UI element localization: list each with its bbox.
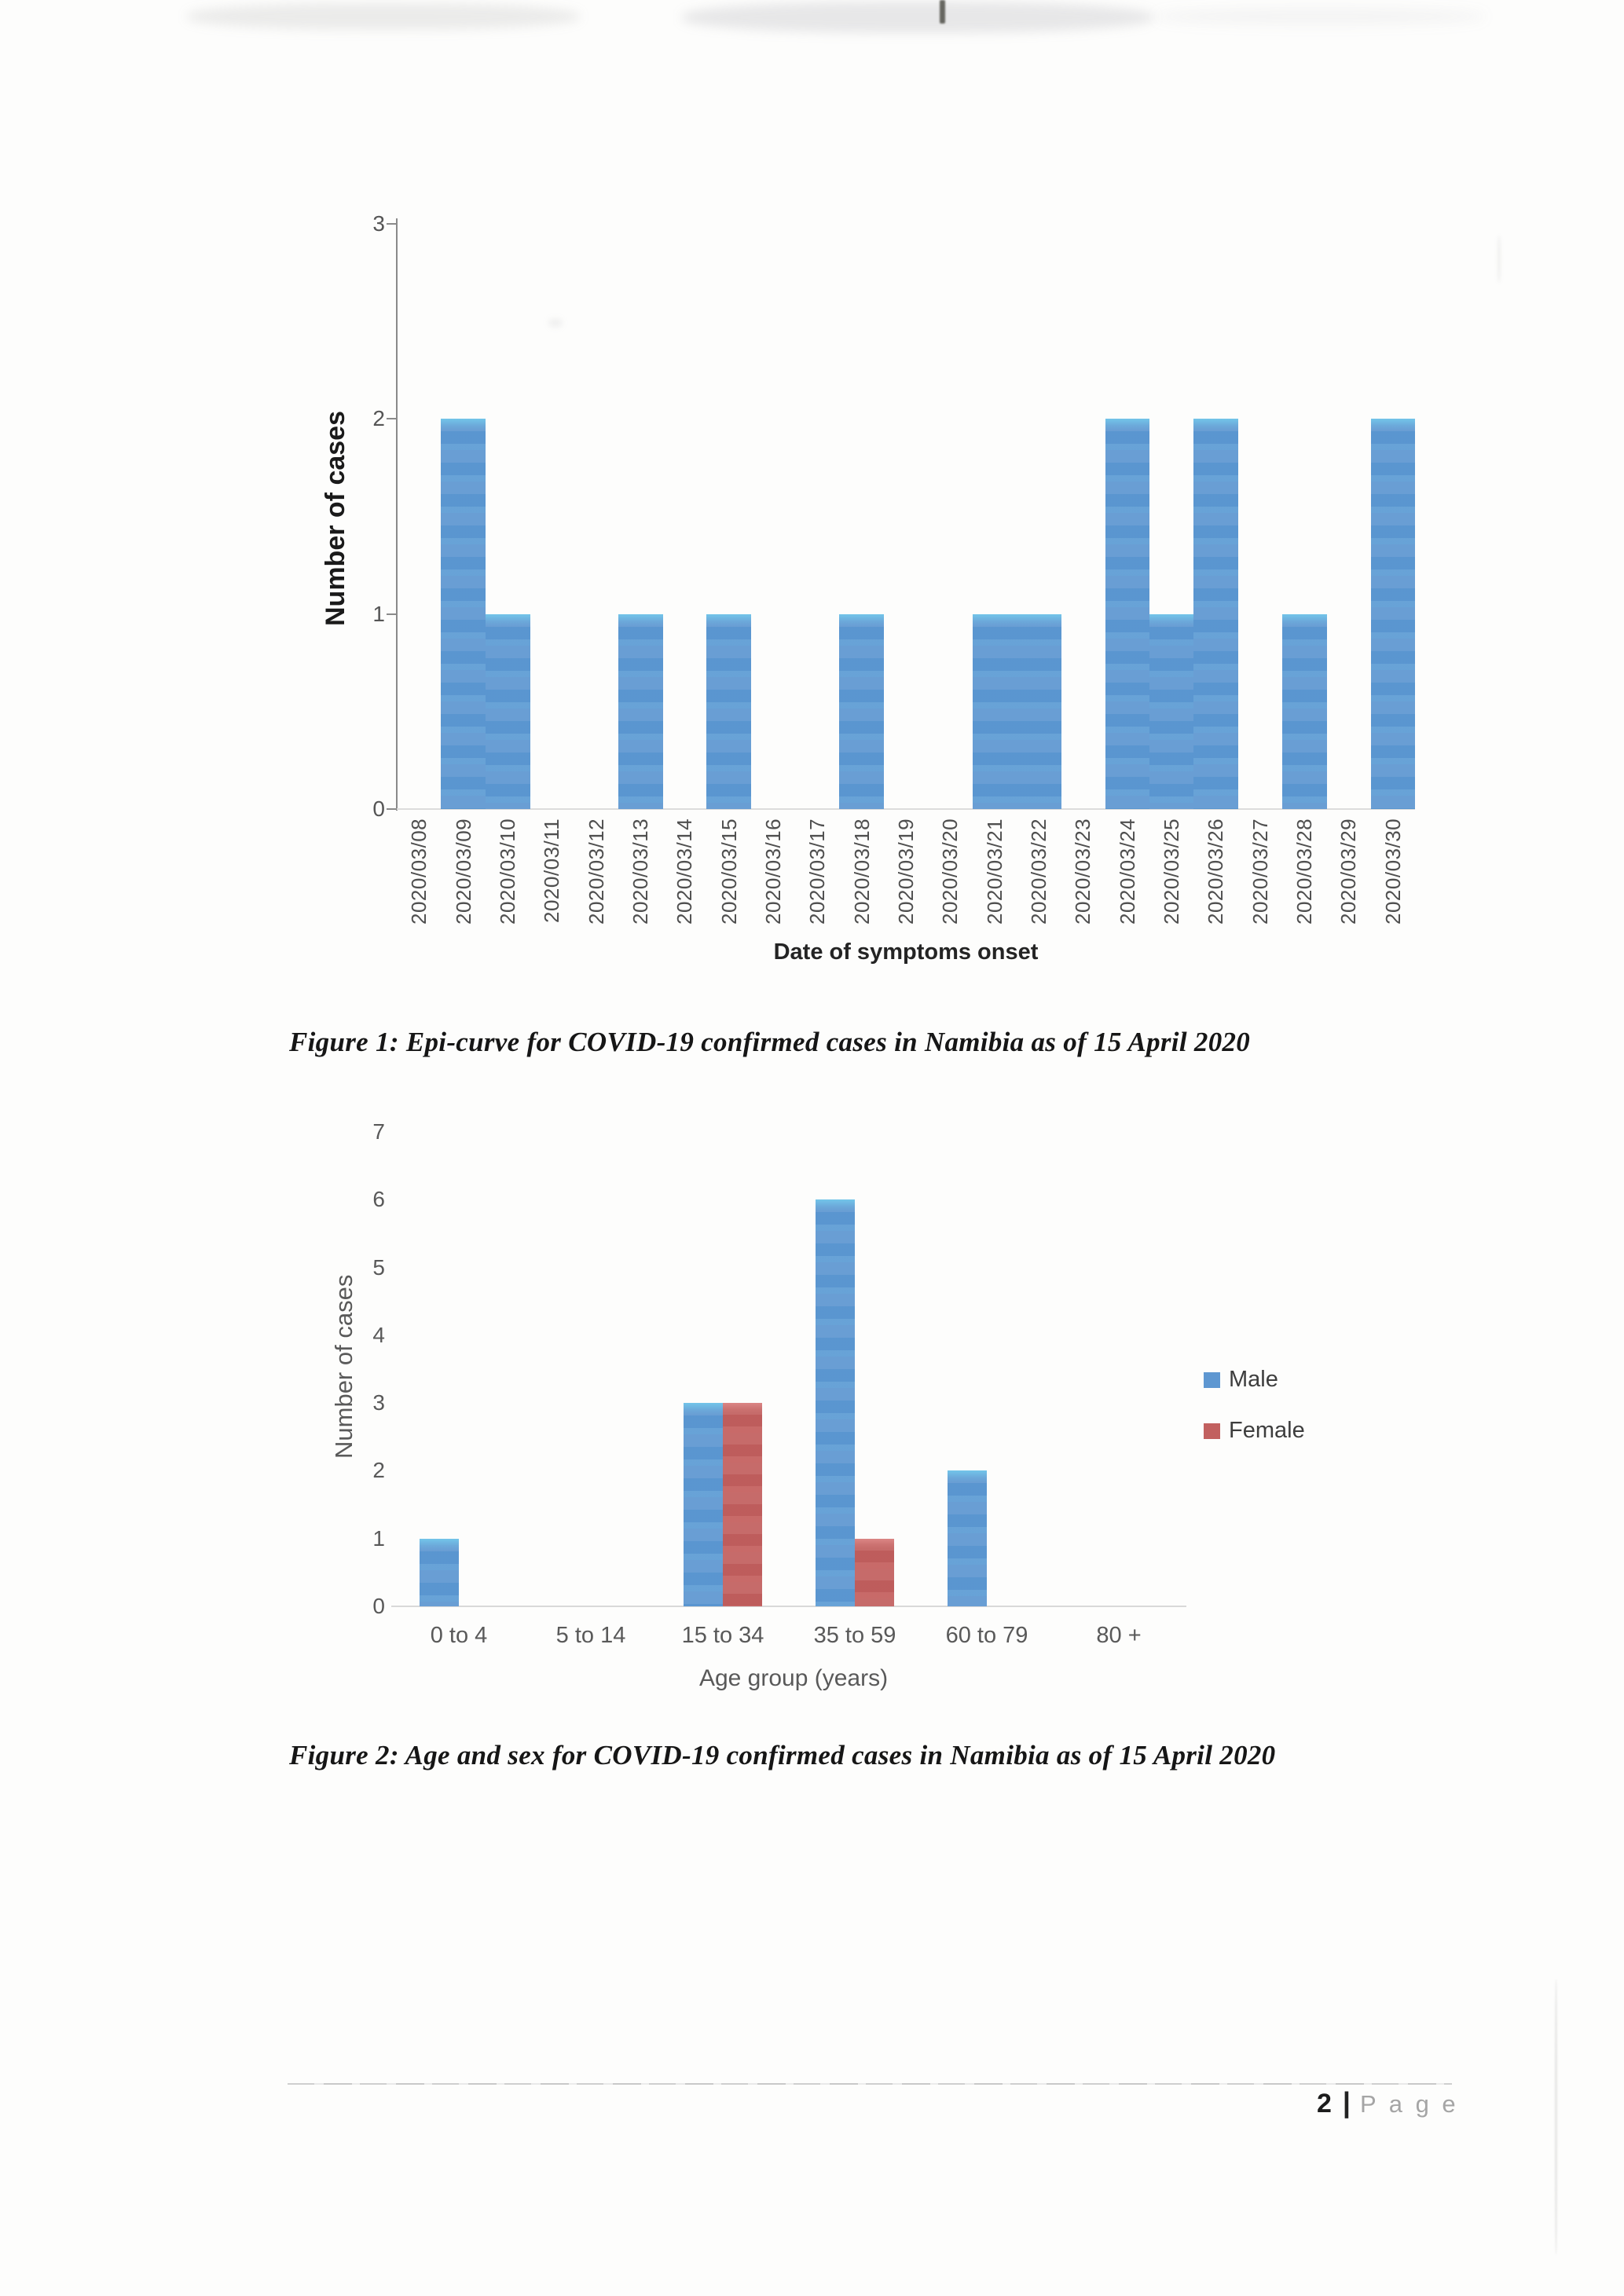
figure2-y-tick-label: 4 [372,1322,385,1347]
figure1-x-tick-label: 2020/03/23 [1071,818,1095,925]
figure2-bar-male [684,1403,723,1606]
figure2-y-tick-label: 5 [372,1254,385,1280]
figure1-x-tick-label: 2020/03/08 [407,818,431,925]
figure1-x-tick-label: 2020/03/13 [628,818,652,925]
figure2-bar-male [948,1470,987,1606]
legend-item-male [1204,1367,1305,1393]
figure2-caption: Figure 2: Age and sex for COVID-19 confirmed cases in Namibia as of 15 April 2020 [289,1740,1276,1771]
figure1-bar [706,614,751,809]
legend-label-male: Male [1229,1367,1278,1392]
figure2-y-tick-label: 7 [372,1119,385,1144]
figure1-x-tick-label: 2020/03/19 [894,818,918,925]
figure1-x-tick-label: 2020/03/18 [849,818,874,925]
figure1-x-tick-label: 2020/03/17 [805,818,830,925]
female-color-swatch [1204,1423,1220,1439]
figure1-x-tick-label: 2020/03/16 [761,818,785,925]
figure1-x-tick-label: 2020/03/12 [584,818,608,925]
figure1-x-tick-label: 2020/03/24 [1115,818,1139,925]
figure1-x-tick-label: 2020/03/25 [1160,818,1184,925]
figure1-x-tick-label: 2020/03/28 [1292,818,1317,925]
figure1-x-tick-label: 2020/03/29 [1336,818,1361,925]
figure1-bar [618,614,663,809]
figure2-y-tick-label: 0 [372,1594,385,1618]
scan-smudge [1155,8,1485,25]
figure1-x-tick-label: 2020/03/21 [982,818,1006,925]
figure2-legend [1204,1367,1305,1469]
scan-smudge [187,3,580,30]
legend-label-female: Female [1229,1418,1305,1443]
male-color-swatch [1204,1372,1220,1388]
figure1-x-tick-label: 2020/03/22 [1027,818,1051,925]
figure1-bar [839,614,884,809]
figure1-x-axis-title: Date of symptoms onset [773,939,1039,965]
figure1-bar [1017,614,1061,809]
figure1-x-tick-label: 2020/03/30 [1380,818,1405,925]
figure1-y-tick-mark [387,223,396,225]
figure2-x-tick-label: 0 to 4 [430,1623,488,1648]
figure1-bar [973,614,1017,809]
figure2-y-tick-label: 1 [372,1525,385,1551]
figure1-y-tick-label: 2 [372,406,385,431]
scan-mark [940,0,945,24]
figure2-y-tick-label: 2 [372,1458,385,1483]
figure1-x-tick-label: 2020/03/09 [451,818,475,925]
figure2-x-tick-label: 35 to 59 [813,1623,896,1648]
figure2-bar-female [723,1403,762,1606]
page-footer [1317,2086,1459,2119]
figure1-x-tick-label: 2020/03/10 [495,818,519,925]
figure1-y-tick-mark [387,808,396,810]
figure1-caption: Figure 1: Epi-curve for COVID-19 confirmed cases in Namibia as of 15 April 2020 [289,1027,1251,1057]
scan-smudge [682,2,1153,33]
figure1-y-axis-title: Number of cases [321,411,350,626]
figure2-x-tick-label: 15 to 34 [681,1623,764,1648]
figure1-bar [1371,419,1416,809]
page-number: 2 [1317,2089,1332,2118]
figure1-x-tick-label: 2020/03/20 [938,818,962,925]
figure1-y-tick-label: 1 [372,601,385,626]
figure2-bar-male [816,1199,855,1606]
figure1-x-tick-label: 2020/03/14 [673,818,697,925]
figure1-x-tick-label: 2020/03/15 [717,818,741,925]
figure1-bar [441,419,486,809]
figure1-y-tick-mark [387,613,396,615]
legend-item-female [1204,1418,1305,1444]
scan-edge-artifact [1498,236,1501,283]
scan-edge-artifact [1555,1979,1557,2254]
figure2-y-tick-label: 6 [372,1187,385,1212]
figure2-y-axis-title: Number of cases [330,1274,357,1459]
footer-divider-line [288,2083,1452,2085]
figure1-bar [1193,419,1238,809]
figure1-bar [1105,419,1150,809]
figure1-y-tick-label: 3 [372,211,385,236]
figure2-x-axis-title: Age group (years) [698,1665,889,1691]
figure2-plot-area [393,1132,1185,1606]
figure2-y-tick-label: 3 [372,1390,385,1415]
footer-pipe: | [1342,2086,1351,2118]
figure2-x-tick-label: 80 + [1096,1623,1142,1648]
figure1-y-tick-mark [387,418,396,419]
figure2-x-tick-label: 60 to 79 [945,1623,1028,1648]
figure1-x-tick-label: 2020/03/11 [540,818,564,924]
figure1-y-tick-label: 0 [372,796,385,821]
figure1-bar [486,614,530,809]
figure1-x-tick-label: 2020/03/26 [1204,818,1228,925]
figure2-bar-male [420,1539,459,1606]
figure1-x-tick-label: 2020/03/27 [1248,818,1272,925]
figure1-bar [1149,614,1194,809]
figure2-bar-female [855,1539,894,1606]
figure1-plot-area [397,222,1415,809]
footer-page-word: P a g e [1360,2090,1459,2118]
figure2-x-tick-label: 5 to 14 [555,1623,626,1648]
figure1-bar [1282,614,1327,809]
